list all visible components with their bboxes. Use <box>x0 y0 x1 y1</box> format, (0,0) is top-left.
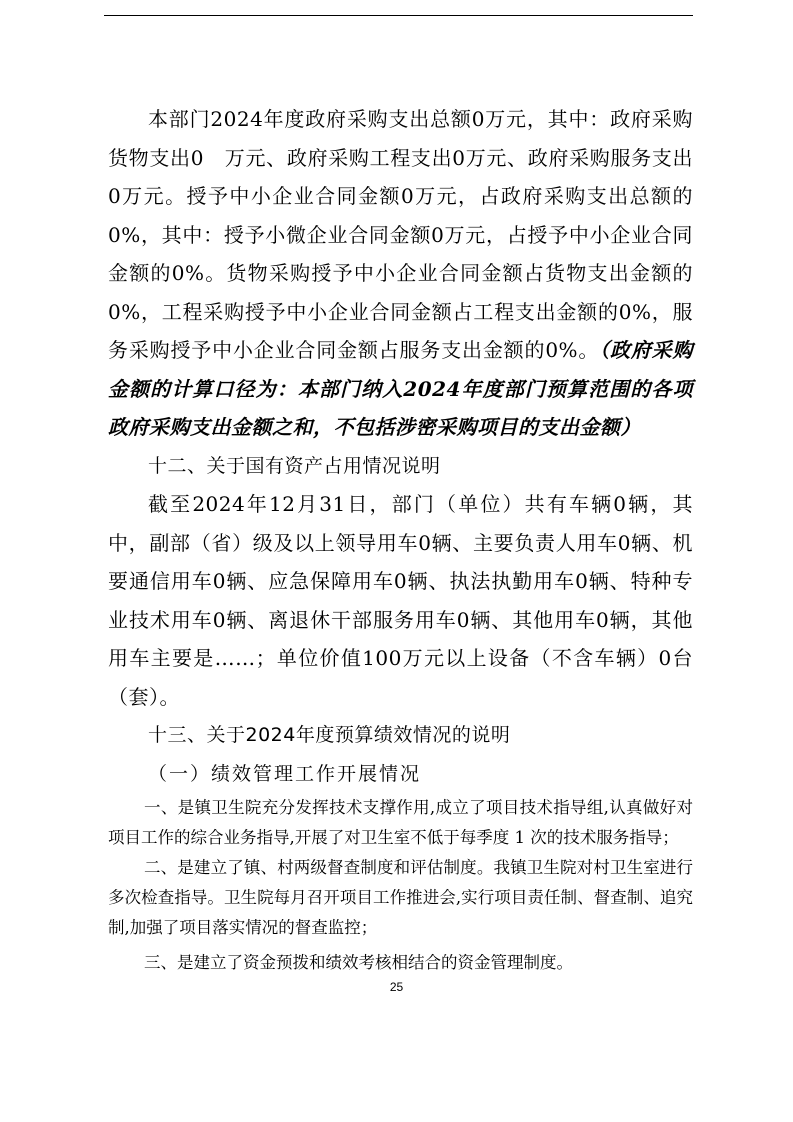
page-number: 25 <box>389 980 404 994</box>
procurement-text: 本部门2024年度政府采购支出总额0万元，其中：政府采购货物支出0 万元、政府采购工程支出0万元、政府采购服务支出0万元。授予中小企业合同金额0万元，占政府采购支出总额的0%，其中：授予小微企业合同金额0万元，占授予中小企业合同金额的0%。货物采购授予中小企业合同金额占货物支出金额的0%，工程采购授予中小企业合同金额占工程支出金额的0%，服务采购授予中小企业合同金额占服务支出金额的0%。 <box>108 107 693 362</box>
assets-paragraph: 截至2024年12月31日，部门（单位）共有车辆0辆，其中，副部（省）级及以上领导用车0辆、主要负责人用车0辆、机要通信用车0辆、应急保障用车0辆、执法执勤用车0辆、特种专业技术用车0辆、离退休干部服务用车0辆、其他用车0辆，其他用车主要是……；单位价值100万元以上设备（不含车辆）0台（套）。 <box>108 492 693 709</box>
section-12-heading: 十二、关于国有资产占用情况说明 <box>148 454 441 477</box>
performance-subheading: （一）绩效管理工作开展情况 <box>148 762 422 785</box>
performance-item-1: 一、是镇卫生院充分发挥技术支撑作用,成立了项目技术指导组,认真做好对项目工作的综合业务指导,开展了对卫生室不低于每季度 1 次的技术服务指导； <box>108 797 693 847</box>
performance-item-2: 二、是建立了镇、村两级督查制度和评估制度。我镇卫生院对村卫生室进行多次检查指导。卫生院每月召开项目工作推进会,实行项目责任制、督查制、追究制,加强了项目落实情况的督查监控； <box>108 857 693 937</box>
procurement-paragraph <box>108 100 693 447</box>
procurement-note: （政府采购金额的计算口径为：本部门纳入2024年度部门预算范围的各项政府采购支出金额之和，不包括涉密采购项目的支出金额） <box>108 338 694 439</box>
performance-item-3: 三、是建立了资金预拨和绩效考核相结合的资金管理制度。 <box>144 952 573 972</box>
document-body <box>108 100 693 979</box>
section-13-heading: 十三、关于2024年度预算绩效情况的说明 <box>148 724 511 746</box>
header-rule <box>104 15 693 16</box>
